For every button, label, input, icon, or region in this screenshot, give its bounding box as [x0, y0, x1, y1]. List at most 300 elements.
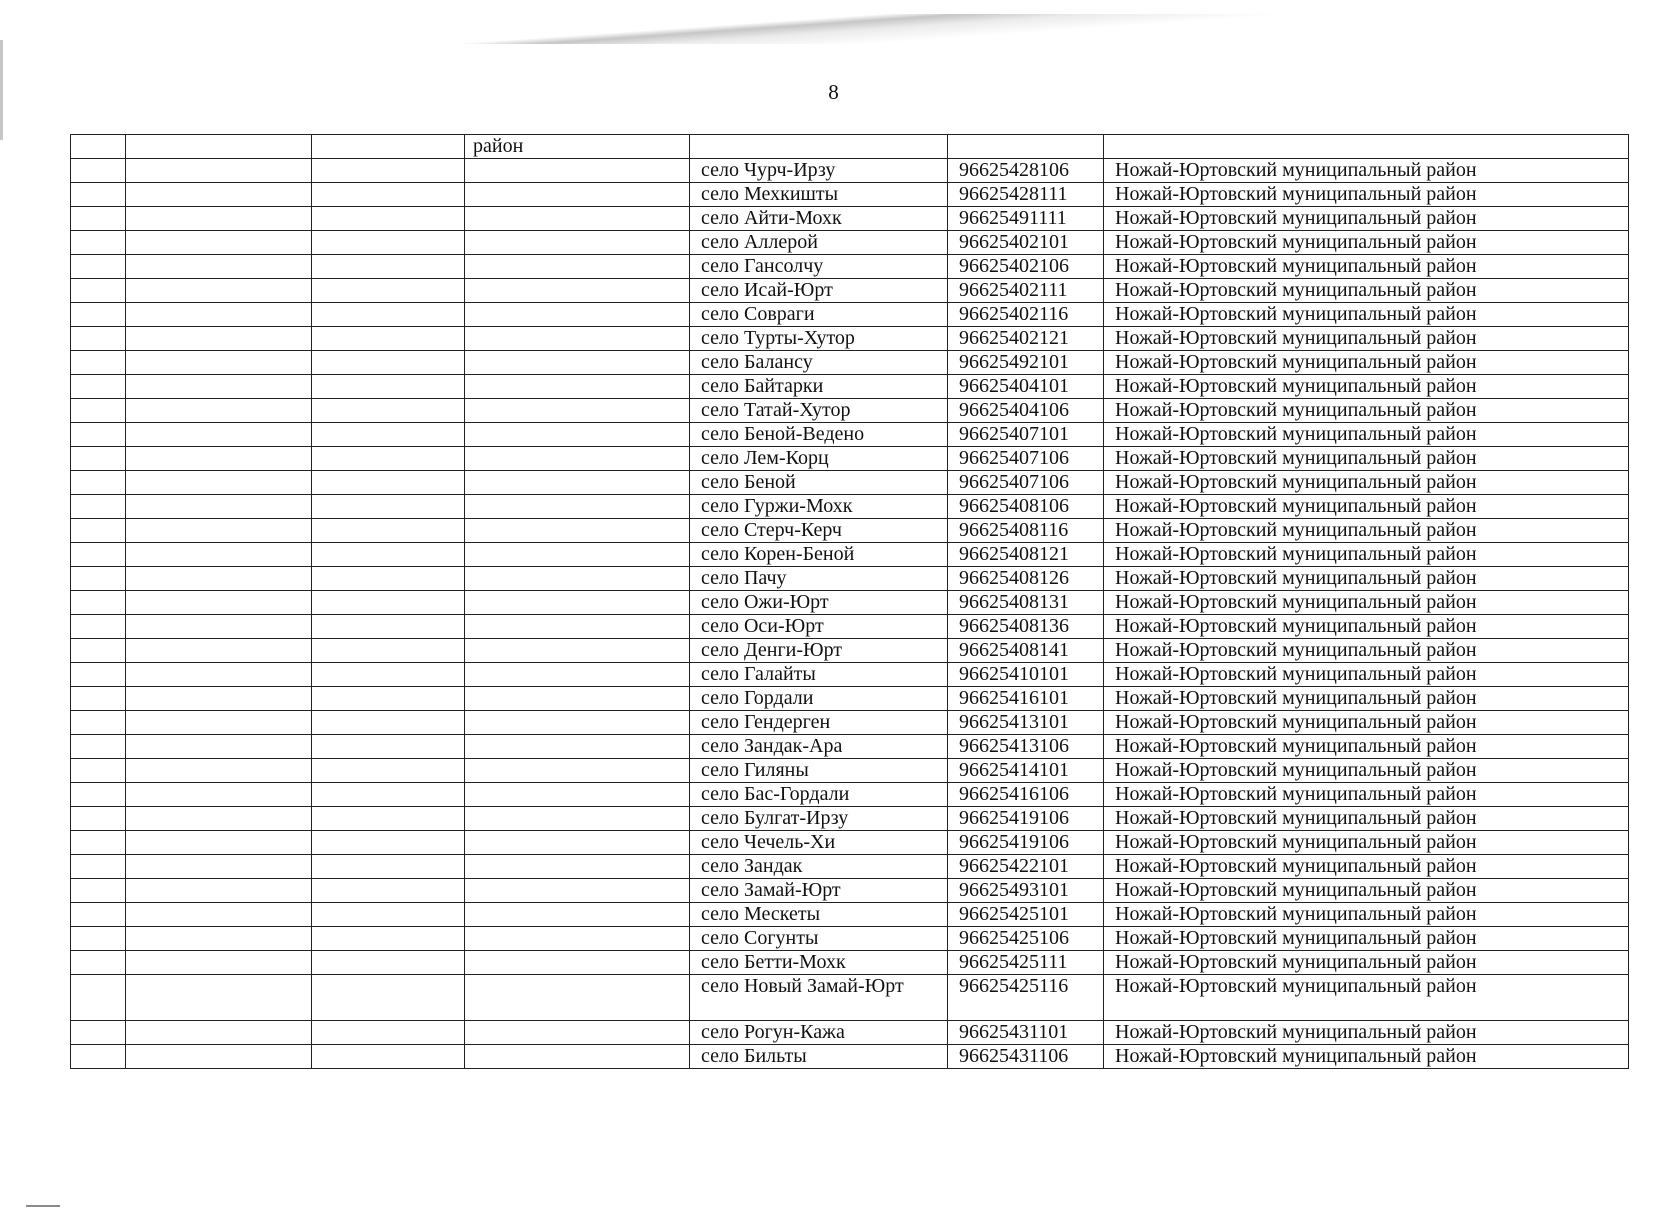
settlement-code: 96625404101 — [948, 375, 1104, 399]
col-1-cell — [71, 615, 126, 639]
col-4-cell — [465, 327, 690, 351]
col-3-cell — [312, 663, 465, 687]
col-2-cell — [126, 879, 312, 903]
col-1-cell — [71, 711, 126, 735]
settlement-code: 96625416106 — [948, 783, 1104, 807]
settlement-name: село Согунты — [690, 927, 948, 951]
settlement-district: Ножай-Юртовский муниципальный район — [1104, 351, 1629, 375]
col-2-cell — [126, 807, 312, 831]
col-1-cell — [71, 687, 126, 711]
settlement-name: село Булгат-Ирзу — [690, 807, 948, 831]
settlement-code: 96625408121 — [948, 543, 1104, 567]
settlement-district: Ножай-Юртовский муниципальный район — [1104, 807, 1629, 831]
settlement-district: Ножай-Юртовский муниципальный район — [1104, 855, 1629, 879]
col-3-cell — [312, 879, 465, 903]
table-row — [71, 615, 1629, 639]
col-4-cell — [465, 543, 690, 567]
continuation-label: район — [465, 135, 690, 159]
col-3-cell — [312, 591, 465, 615]
table-row — [71, 471, 1629, 495]
settlement-code: 96625428111 — [948, 183, 1104, 207]
col-2-cell — [126, 615, 312, 639]
col-3-cell — [312, 735, 465, 759]
col-4-cell — [465, 351, 690, 375]
col-4-cell — [465, 423, 690, 447]
settlement-code: 96625422101 — [948, 855, 1104, 879]
settlement-district: Ножай-Юртовский муниципальный район — [1104, 303, 1629, 327]
col-3-cell — [312, 327, 465, 351]
table-row — [71, 207, 1629, 231]
settlement-name: село Байтарки — [690, 375, 948, 399]
col-2-cell — [126, 543, 312, 567]
col-2-cell — [126, 135, 312, 159]
settlement-name: село Гансолчу — [690, 255, 948, 279]
settlement-code: 96625419106 — [948, 831, 1104, 855]
table-body — [71, 135, 1629, 1069]
col-2-cell — [126, 279, 312, 303]
settlement-name: село Гиляны — [690, 759, 948, 783]
scan-shadow-top — [0, 14, 1667, 44]
settlement-district: Ножай-Юртовский муниципальный район — [1104, 735, 1629, 759]
table-row — [71, 927, 1629, 951]
col-3-cell — [312, 399, 465, 423]
col-1-cell — [71, 903, 126, 927]
settlement-code: 96625404106 — [948, 399, 1104, 423]
col-3-cell — [312, 519, 465, 543]
settlement-district: Ножай-Юртовский муниципальный район — [1104, 207, 1629, 231]
settlement-code: 96625408116 — [948, 519, 1104, 543]
settlement-district: Ножай-Юртовский муниципальный район — [1104, 183, 1629, 207]
settlement-code: 96625419106 — [948, 807, 1104, 831]
table-row — [71, 783, 1629, 807]
col-4-cell — [465, 831, 690, 855]
settlements-table — [70, 134, 1629, 1069]
table-row — [71, 399, 1629, 423]
col-1-cell — [71, 543, 126, 567]
col-2-cell — [126, 783, 312, 807]
col-4-cell — [465, 567, 690, 591]
settlement-name: село Ожи-Юрт — [690, 591, 948, 615]
table-row — [71, 687, 1629, 711]
col-2-cell — [126, 495, 312, 519]
settlement-district: Ножай-Юртовский муниципальный район — [1104, 495, 1629, 519]
settlement-district: Ножай-Юртовский муниципальный район — [1104, 1021, 1629, 1045]
col-2-cell — [126, 975, 312, 1021]
col-1-cell — [71, 231, 126, 255]
settlement-code: 96625492101 — [948, 351, 1104, 375]
col-2-cell — [126, 183, 312, 207]
col-2-cell — [126, 519, 312, 543]
table-row — [71, 423, 1629, 447]
col-3-cell — [312, 951, 465, 975]
col-4-cell — [465, 639, 690, 663]
settlement-name: село Замай-Юрт — [690, 879, 948, 903]
col-2-cell — [126, 951, 312, 975]
settlement-code: 96625428106 — [948, 159, 1104, 183]
settlement-name: село Пачу — [690, 567, 948, 591]
col-1-cell — [71, 831, 126, 855]
col-1-cell — [71, 279, 126, 303]
settlement-code: 96625402111 — [948, 279, 1104, 303]
col-3-cell — [312, 303, 465, 327]
col-4-cell — [465, 855, 690, 879]
col-3-cell — [312, 1045, 465, 1069]
settlement-name: село Беной — [690, 471, 948, 495]
col-3-cell — [312, 975, 465, 1021]
col-4-cell — [465, 591, 690, 615]
settlement-code: 96625425116 — [948, 975, 1104, 1021]
col-3-cell — [312, 375, 465, 399]
col-3-cell — [312, 903, 465, 927]
col-2-cell — [126, 591, 312, 615]
settlement-code: 96625431101 — [948, 1021, 1104, 1045]
settlement-name: село Чурч-Ирзу — [690, 159, 948, 183]
col-4-cell — [465, 279, 690, 303]
col-2-cell — [126, 159, 312, 183]
settlement-name: село Галайты — [690, 663, 948, 687]
settlement-code: 96625410101 — [948, 663, 1104, 687]
col-2-cell — [126, 1021, 312, 1045]
col-3-cell — [312, 183, 465, 207]
col-2-cell — [126, 1045, 312, 1069]
settlement-district: Ножай-Юртовский муниципальный район — [1104, 471, 1629, 495]
col-4-cell — [465, 735, 690, 759]
col-1-cell — [71, 1045, 126, 1069]
col-1-cell — [71, 207, 126, 231]
table-row — [71, 327, 1629, 351]
col-4-cell — [465, 399, 690, 423]
settlement-name: село Бас-Гордали — [690, 783, 948, 807]
col-2-cell — [126, 375, 312, 399]
settlement-code: 96625431106 — [948, 1045, 1104, 1069]
settlement-district: Ножай-Юртовский муниципальный район — [1104, 711, 1629, 735]
settlement-code: 96625425111 — [948, 951, 1104, 975]
col-3-cell — [312, 807, 465, 831]
table-row — [71, 231, 1629, 255]
page-number: 8 — [828, 80, 839, 104]
settlement-code: 96625413106 — [948, 735, 1104, 759]
settlement-name: село Гуржи-Мохк — [690, 495, 948, 519]
col-1-cell — [71, 327, 126, 351]
settlement-code: 96625425101 — [948, 903, 1104, 927]
col-1-cell — [71, 303, 126, 327]
settlement-code: 96625408126 — [948, 567, 1104, 591]
settlement-district: Ножай-Юртовский муниципальный район — [1104, 447, 1629, 471]
col-3-cell — [312, 423, 465, 447]
col-6-cell — [948, 135, 1104, 159]
col-3-cell — [312, 711, 465, 735]
col-4-cell — [465, 183, 690, 207]
settlement-name: село Бетти-Мохк — [690, 951, 948, 975]
col-2-cell — [126, 687, 312, 711]
settlement-district: Ножай-Юртовский муниципальный район — [1104, 831, 1629, 855]
col-2-cell — [126, 399, 312, 423]
col-2-cell — [126, 303, 312, 327]
col-4-cell — [465, 375, 690, 399]
col-1-cell — [71, 759, 126, 783]
table-row — [71, 735, 1629, 759]
col-2-cell — [126, 567, 312, 591]
settlement-name: село Мескеты — [690, 903, 948, 927]
table-row — [71, 807, 1629, 831]
settlement-name: село Мехкишты — [690, 183, 948, 207]
settlement-name: село Айти-Мохк — [690, 207, 948, 231]
col-2-cell — [126, 639, 312, 663]
col-4-cell — [465, 783, 690, 807]
col-4-cell — [465, 231, 690, 255]
col-7-cell — [1104, 135, 1629, 159]
col-4-cell — [465, 207, 690, 231]
col-4-cell — [465, 903, 690, 927]
settlement-code: 96625402106 — [948, 255, 1104, 279]
table-row — [71, 279, 1629, 303]
col-4-cell — [465, 1021, 690, 1045]
table-row — [71, 159, 1629, 183]
settlement-district: Ножай-Юртовский муниципальный район — [1104, 591, 1629, 615]
col-2-cell — [126, 447, 312, 471]
settlement-name: село Зандак — [690, 855, 948, 879]
settlement-district: Ножай-Юртовский муниципальный район — [1104, 327, 1629, 351]
settlement-district: Ножай-Юртовский муниципальный район — [1104, 615, 1629, 639]
col-3-cell — [312, 279, 465, 303]
settlement-code: 96625407101 — [948, 423, 1104, 447]
col-4-cell — [465, 255, 690, 279]
table-row — [71, 303, 1629, 327]
col-4-cell — [465, 687, 690, 711]
col-1-cell — [71, 159, 126, 183]
settlement-name: село Турты-Хутор — [690, 327, 948, 351]
settlement-name: село Беной-Ведено — [690, 423, 948, 447]
settlement-code: 96625402121 — [948, 327, 1104, 351]
settlement-district: Ножай-Юртовский муниципальный район — [1104, 759, 1629, 783]
settlement-name: село Корен-Беной — [690, 543, 948, 567]
settlement-district: Ножай-Юртовский муниципальный район — [1104, 879, 1629, 903]
settlement-district: Ножай-Юртовский муниципальный район — [1104, 375, 1629, 399]
table-row — [71, 519, 1629, 543]
col-3-cell — [312, 351, 465, 375]
col-1-cell — [71, 471, 126, 495]
settlement-district: Ножай-Юртовский муниципальный район — [1104, 903, 1629, 927]
settlement-name: село Рогун-Кажа — [690, 1021, 948, 1045]
col-1-cell — [71, 951, 126, 975]
settlement-district: Ножай-Юртовский муниципальный район — [1104, 567, 1629, 591]
settlement-district: Ножай-Юртовский муниципальный район — [1104, 1045, 1629, 1069]
settlement-district: Ножай-Юртовский муниципальный район — [1104, 639, 1629, 663]
settlement-name: село Гендерген — [690, 711, 948, 735]
table-row — [71, 879, 1629, 903]
col-4-cell — [465, 519, 690, 543]
col-3-cell — [312, 471, 465, 495]
col-5-cell — [690, 135, 948, 159]
col-3-cell — [312, 567, 465, 591]
table-row — [71, 975, 1629, 1021]
col-3-cell — [312, 159, 465, 183]
table-row — [71, 711, 1629, 735]
table-row — [71, 447, 1629, 471]
settlement-name: село Исай-Юрт — [690, 279, 948, 303]
table-row — [71, 1021, 1629, 1045]
col-1-cell — [71, 183, 126, 207]
col-3-cell — [312, 783, 465, 807]
col-1-cell — [71, 567, 126, 591]
col-3-cell — [312, 543, 465, 567]
settlement-district: Ножай-Юртовский муниципальный район — [1104, 687, 1629, 711]
col-2-cell — [126, 735, 312, 759]
col-2-cell — [126, 471, 312, 495]
settlements-table-wrap — [70, 134, 1628, 1069]
col-2-cell — [126, 663, 312, 687]
settlement-code: 96625402101 — [948, 231, 1104, 255]
col-2-cell — [126, 231, 312, 255]
settlement-name: село Балансу — [690, 351, 948, 375]
table-row — [71, 759, 1629, 783]
settlement-code: 96625491111 — [948, 207, 1104, 231]
table-row — [71, 183, 1629, 207]
col-2-cell — [126, 423, 312, 447]
col-3-cell — [312, 855, 465, 879]
col-4-cell — [465, 711, 690, 735]
col-4-cell — [465, 663, 690, 687]
settlement-district: Ножай-Юртовский муниципальный район — [1104, 951, 1629, 975]
settlement-code: 96625408131 — [948, 591, 1104, 615]
settlement-code: 96625416101 — [948, 687, 1104, 711]
settlement-name: село Денги-Юрт — [690, 639, 948, 663]
table-row — [71, 375, 1629, 399]
settlement-code: 96625408141 — [948, 639, 1104, 663]
col-1-cell — [71, 255, 126, 279]
settlement-code: 96625408136 — [948, 615, 1104, 639]
settlement-district: Ножай-Юртовский муниципальный район — [1104, 783, 1629, 807]
col-4-cell — [465, 975, 690, 1021]
col-1-cell — [71, 399, 126, 423]
col-3-cell — [312, 687, 465, 711]
col-4-cell — [465, 447, 690, 471]
col-1-cell — [71, 663, 126, 687]
settlement-district: Ножай-Юртовский муниципальный район — [1104, 231, 1629, 255]
col-3-cell — [312, 1021, 465, 1045]
col-1-cell — [71, 735, 126, 759]
col-1-cell — [71, 855, 126, 879]
settlement-district: Ножай-Юртовский муниципальный район — [1104, 399, 1629, 423]
col-1-cell — [71, 135, 126, 159]
col-3-cell — [312, 207, 465, 231]
col-1-cell — [71, 639, 126, 663]
col-3-cell — [312, 135, 465, 159]
col-4-cell — [465, 1045, 690, 1069]
col-4-cell — [465, 879, 690, 903]
settlement-district: Ножай-Юртовский муниципальный район — [1104, 543, 1629, 567]
table-row — [71, 567, 1629, 591]
col-3-cell — [312, 495, 465, 519]
col-4-cell — [465, 159, 690, 183]
col-1-cell — [71, 447, 126, 471]
col-1-cell — [71, 375, 126, 399]
col-2-cell — [126, 207, 312, 231]
table-row — [71, 543, 1629, 567]
col-4-cell — [465, 759, 690, 783]
col-1-cell — [71, 927, 126, 951]
col-4-cell — [465, 951, 690, 975]
col-1-cell — [71, 783, 126, 807]
settlement-name: село Совраги — [690, 303, 948, 327]
col-2-cell — [126, 759, 312, 783]
settlement-code: 96625407106 — [948, 447, 1104, 471]
settlement-district: Ножай-Юртовский муниципальный район — [1104, 975, 1629, 1021]
col-1-cell — [71, 975, 126, 1021]
col-1-cell — [71, 807, 126, 831]
col-4-cell — [465, 471, 690, 495]
settlement-code: 96625425106 — [948, 927, 1104, 951]
col-1-cell — [71, 495, 126, 519]
settlement-district: Ножай-Юртовский муниципальный район — [1104, 663, 1629, 687]
settlement-name: село Татай-Хутор — [690, 399, 948, 423]
col-1-cell — [71, 591, 126, 615]
col-4-cell — [465, 495, 690, 519]
settlement-name: село Зандак-Ара — [690, 735, 948, 759]
col-2-cell — [126, 255, 312, 279]
settlement-code: 96625493101 — [948, 879, 1104, 903]
col-2-cell — [126, 831, 312, 855]
col-3-cell — [312, 255, 465, 279]
table-row — [71, 639, 1629, 663]
col-3-cell — [312, 447, 465, 471]
settlement-district: Ножай-Юртовский муниципальный район — [1104, 519, 1629, 543]
col-1-cell — [71, 519, 126, 543]
continuation-row — [71, 135, 1629, 159]
col-3-cell — [312, 927, 465, 951]
col-3-cell — [312, 759, 465, 783]
settlement-name: село Стерч-Керч — [690, 519, 948, 543]
table-row — [71, 591, 1629, 615]
table-row — [71, 495, 1629, 519]
table-row — [71, 855, 1629, 879]
col-2-cell — [126, 327, 312, 351]
col-2-cell — [126, 351, 312, 375]
col-2-cell — [126, 903, 312, 927]
settlement-district: Ножай-Юртовский муниципальный район — [1104, 279, 1629, 303]
col-3-cell — [312, 831, 465, 855]
settlement-district: Ножай-Юртовский муниципальный район — [1104, 159, 1629, 183]
settlement-name: село Оси-Юрт — [690, 615, 948, 639]
col-4-cell — [465, 615, 690, 639]
settlement-name: село Аллерой — [690, 231, 948, 255]
col-2-cell — [126, 855, 312, 879]
settlement-code: 96625414101 — [948, 759, 1104, 783]
col-4-cell — [465, 927, 690, 951]
settlement-name: село Чечель-Хи — [690, 831, 948, 855]
table-row — [71, 831, 1629, 855]
col-4-cell — [465, 303, 690, 327]
settlement-name: село Гордали — [690, 687, 948, 711]
settlement-name: село Лем-Корц — [690, 447, 948, 471]
settlement-name: село Новый Замай-Юрт — [690, 975, 948, 1021]
table-row — [71, 1045, 1629, 1069]
settlement-district: Ножай-Юртовский муниципальный район — [1104, 927, 1629, 951]
table-row — [71, 951, 1629, 975]
col-3-cell — [312, 231, 465, 255]
col-3-cell — [312, 639, 465, 663]
settlement-district: Ножай-Юртовский муниципальный район — [1104, 423, 1629, 447]
col-4-cell — [465, 807, 690, 831]
col-1-cell — [71, 1021, 126, 1045]
table-row — [71, 903, 1629, 927]
settlement-district: Ножай-Юртовский муниципальный район — [1104, 255, 1629, 279]
col-1-cell — [71, 423, 126, 447]
settlement-name: село Бильты — [690, 1045, 948, 1069]
settlement-code: 96625408106 — [948, 495, 1104, 519]
table-row — [71, 255, 1629, 279]
col-2-cell — [126, 711, 312, 735]
